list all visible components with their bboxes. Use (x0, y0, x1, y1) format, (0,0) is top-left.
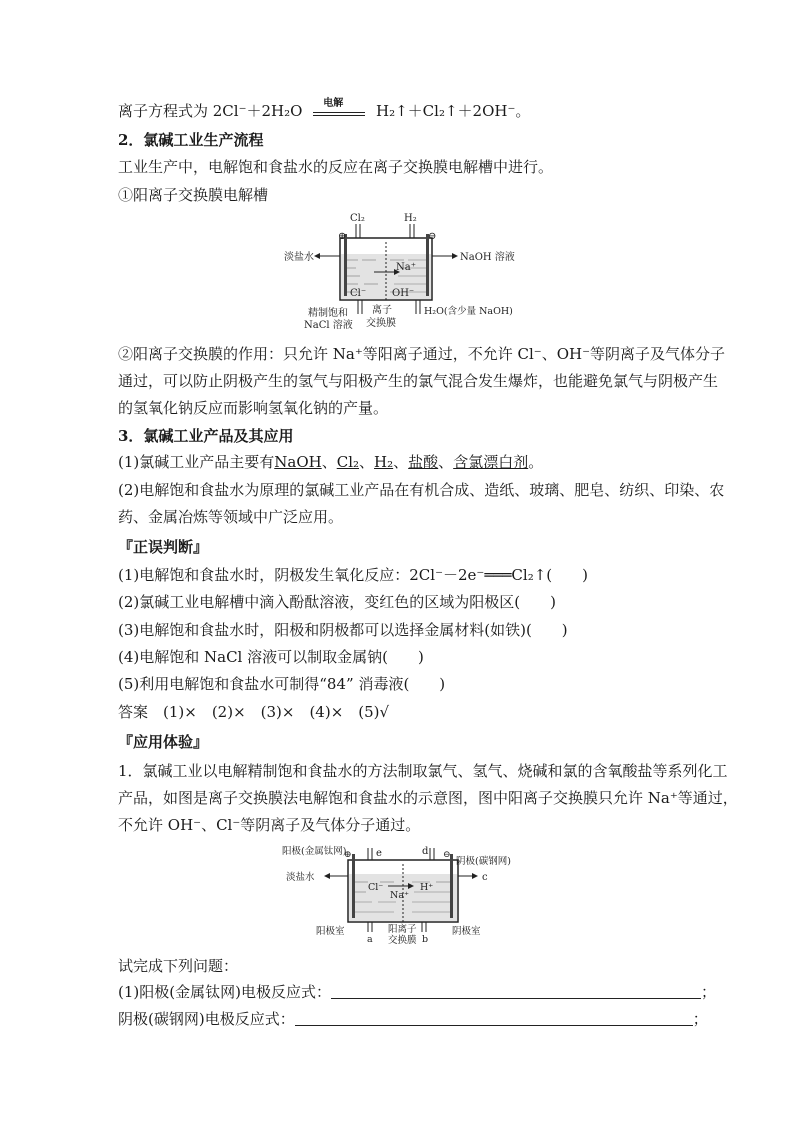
d1-cl2: Cl₂ (350, 213, 365, 224)
d2-minus-icon: ⊖ (443, 850, 451, 860)
d2-cl: Cl⁻ (368, 882, 384, 893)
apply-title: 『应用体验』 (118, 733, 209, 751)
answer-label-2: 阴极(碳钢网)电极反应式： (118, 1010, 295, 1028)
section3-products: (1)氯碱工业产品主要有NaOH、Cl₂、H₂、盐酸、含氯漂白剂。 (118, 453, 544, 471)
equation-condition: 电解 (323, 98, 344, 109)
d1-feed-l1: 精制饱和 (308, 308, 348, 319)
equation-suffix: H₂↑＋Cl₂↑＋2OH⁻。 (376, 102, 531, 120)
d1-right-out: NaOH 溶液 (460, 252, 515, 263)
d1-feed-l2: NaCl 溶液 (304, 320, 353, 331)
judge-item-5: (5)利用电解饱和食盐水可制得“84” 消毒液( ) (118, 675, 446, 693)
d2-label-a: a (367, 934, 373, 945)
apply-q1-line3: 不允许 OH⁻、Cl⁻等阴离子及气体分子通过。 (118, 816, 421, 834)
d2-anode-room: 阳极室 (316, 926, 345, 937)
d1-left-out: 淡盐水 (284, 252, 314, 263)
d1-na: Na⁺ (396, 262, 416, 273)
electrolyzer-diagram-2 (280, 840, 520, 945)
apply-q1-line2: 产品，如图是离子交换膜法电解饱和食盐水的示意图，图中阳离子交换膜只允许 Na⁺等通过， (118, 789, 738, 807)
d1-minus-icon: ⊖ (428, 231, 437, 242)
d2-label-e: e (376, 848, 382, 859)
d1-h2: H₂ (404, 213, 417, 224)
judge-item-2: (2)氯碱工业电解槽中滴入酚酞溶液，变红色的区域为阳极区( ) (118, 593, 556, 611)
section3-p2-line1: (2)电解饱和食盐水为原理的氯碱工业产品在有机合成、造纸、玻璃、肥皂、纺织、印染、农 (118, 481, 725, 499)
judge-item-3: (3)电解饱和食盐水时，阳极和阴极都可以选择金属材料(如铁)( ) (118, 621, 568, 639)
section2-heading: 2．氯碱工业生产流程 (118, 131, 264, 149)
answer-label-1: (1)阳极(金属钛网)电极反应式： (118, 983, 331, 1001)
apply-q1-line1: 1．氯碱工业以电解精制饱和食盐水的方法制取氯气、氢气、烧碱和氯的含氧酸盐等系列化工 (118, 762, 728, 780)
electrolyzer-diagram-1 (280, 210, 520, 335)
ionic-equation (118, 98, 531, 121)
apply-prompt: 试完成下列问题： (118, 957, 239, 975)
d1-oh: OH⁻ (392, 288, 415, 299)
d2-mem-l1: 阳离子 (388, 924, 417, 935)
d2-plus-icon: ⊕ (344, 850, 352, 860)
d1-plus-icon: ⊕ (338, 231, 347, 242)
section3-heading: 3．氯碱工业产品及其应用 (118, 427, 294, 445)
product-cl2: Cl₂ (336, 453, 360, 471)
d2-label-b: b (422, 934, 429, 945)
d2-cathode-room: 阴极室 (452, 926, 481, 937)
section2-item1: ①阳离子交换膜电解槽 (118, 186, 269, 204)
product-hcl: 盐酸 (408, 453, 439, 471)
d2-anode: 阳极(金属钛网) (282, 846, 347, 857)
judge-item-1: (1)电解饱和食盐水时，阴极发生氧化反应：2Cl⁻－2e⁻═══Cl₂↑( ) (118, 566, 588, 584)
d2-label-d: d (422, 846, 429, 857)
answer-line-2: 阴极(碳钢网)电极反应式： ； (118, 1010, 708, 1028)
section2-item2-line3: 的氢氧化钠反应而影响氢氧化钠的产量。 (118, 399, 389, 417)
d2-na: Na⁺ (390, 890, 409, 901)
d2-cathode: 阴极(碳钢网) (456, 856, 511, 867)
d1-feed-r: H₂O(含少量 NaOH) (424, 306, 513, 317)
d2-mem-l2: 交换膜 (388, 935, 417, 945)
answer-line-1: (1)阳极(金属钛网)电极反应式： ； (118, 983, 716, 1001)
judge-title: 『正误判断』 (118, 538, 209, 556)
answer-blank-2[interactable] (295, 1011, 693, 1026)
answer-blank-1[interactable] (331, 984, 701, 999)
judge-answer: 答案 (1)× (2)× (3)× (4)× (5)√ (118, 703, 390, 721)
section2-item2-line1: ②阳离子交换膜的作用：只允许 Na⁺等阳离子通过，不允许 Cl⁻、OH⁻等阴离子及气体分子 (118, 345, 726, 363)
section3-p2-line2: 药、金属冶炼等领域中广泛应用。 (118, 508, 344, 526)
d1-cl: Cl⁻ (350, 288, 367, 299)
product-naoh: NaOH (274, 453, 322, 471)
d2-left-out: 淡盐水 (286, 872, 315, 883)
section2-intro: 工业生产中，电解饱和食盐水的反应在离子交换膜电解槽中进行。 (118, 158, 554, 176)
d1-mem-l1: 离子 (372, 305, 392, 316)
section2-item2-line2: 通过，可以防止阴极产生的氢气与阳极产生的氯气混合发生爆炸，也能避免氯气与阴极产生 (118, 372, 719, 390)
equation-arrow (313, 98, 365, 121)
d1-mem-l2: 交换膜 (366, 318, 396, 329)
d2-label-c: c (482, 872, 488, 883)
equation-prefix: 离子方程式为 2Cl⁻＋2H₂O (118, 102, 303, 120)
product-h2: H₂ (374, 453, 394, 471)
product-bleach: 含氯漂白剂 (453, 453, 529, 471)
d2-h: H⁺ (420, 882, 434, 893)
judge-item-4: (4)电解饱和 NaCl 溶液可以制取金属钠( ) (118, 648, 424, 666)
